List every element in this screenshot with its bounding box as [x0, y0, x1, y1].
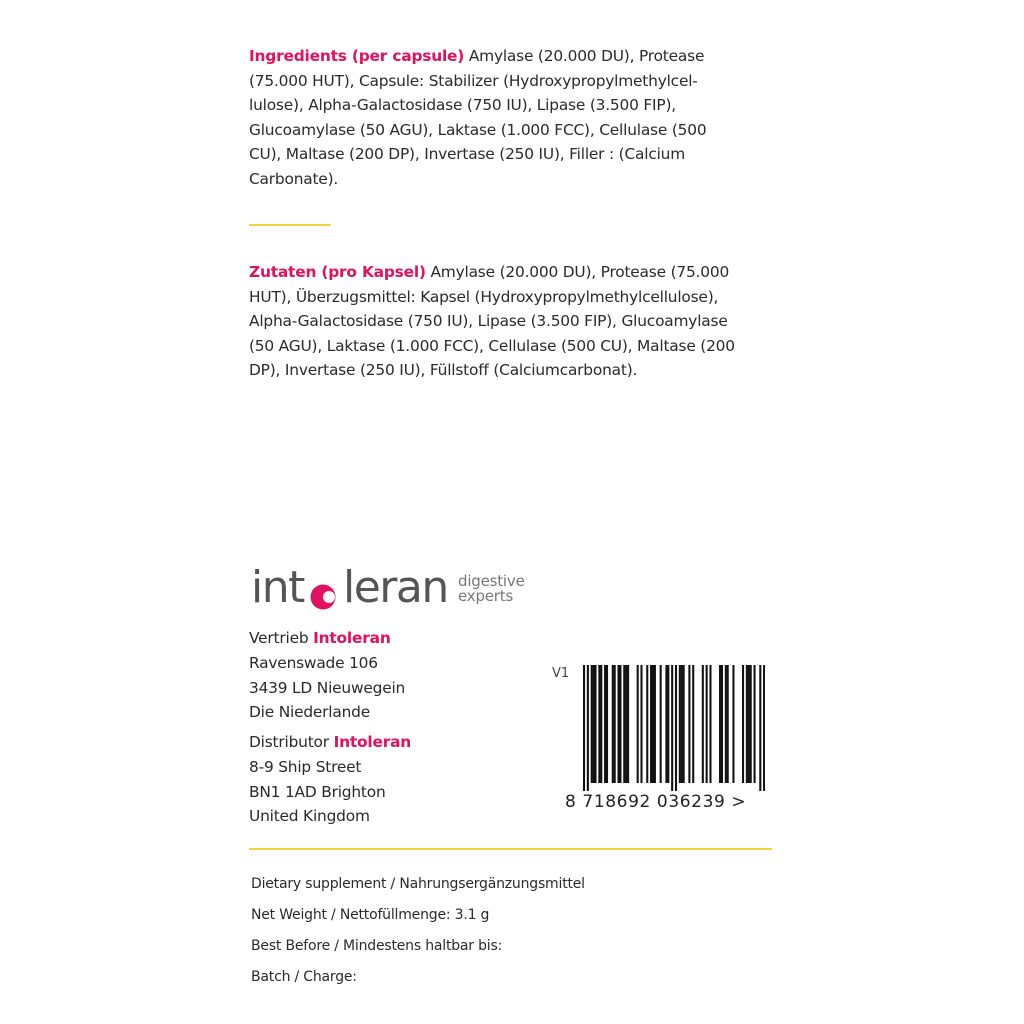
barcode-bar [763, 665, 765, 791]
barcode-bar [650, 665, 652, 783]
barcode-bar [742, 665, 744, 783]
barcode-bar [598, 665, 600, 783]
address-de-heading [249, 626, 405, 651]
logo-tagline [458, 574, 525, 604]
barcode-bar [692, 665, 694, 783]
ingredients-de-paragraph [249, 260, 779, 383]
address-en-label: Distributor [249, 733, 334, 751]
ingredients-en-line: lulose), Alpha-Galactosidase (750 IU), Lipase (3.500 FIP), [249, 96, 676, 114]
tagline-line-2: experts [458, 587, 514, 605]
barcode-bar [640, 665, 642, 783]
barcode-bar [623, 665, 625, 783]
barcode-bar [688, 665, 690, 783]
address-en-line: BN1 1AD Brighton [249, 782, 386, 801]
address-de-line: Ravenswade 106 [249, 653, 378, 672]
barcode-bar [594, 665, 596, 783]
barcode-bar [612, 665, 614, 783]
barcode-bar [750, 665, 752, 783]
barcode-bar [617, 665, 619, 783]
barcode-bar [681, 665, 683, 783]
ingredients-de-line: (50 AGU), Laktase (1.000 FCC), Cellulase (500 CU), Maltase (200 [249, 336, 735, 355]
barcode-bar [732, 665, 734, 783]
address-en [249, 730, 411, 829]
barcode-bar [593, 665, 595, 783]
barcode-bar [604, 665, 606, 783]
barcode-bar [702, 665, 704, 783]
logo-wordmark-end: leran [343, 562, 448, 613]
ingredients-en-line: Carbonate). [249, 169, 339, 188]
ingredients-en-paragraph [249, 44, 779, 191]
barcode-bar [719, 665, 721, 783]
barcode-bar [627, 665, 629, 783]
barcode-bar [660, 665, 662, 783]
barcode-bar [614, 665, 616, 783]
barcode-bar [665, 665, 667, 783]
barcode-bar [727, 665, 729, 783]
version-label: V1 [552, 666, 570, 681]
barcode-bar [587, 665, 589, 791]
barcode-bar [683, 665, 685, 783]
barcode-graphic [583, 665, 765, 791]
ingredients-de-line: Alpha-Galactosidase (750 IU), Lipase (3.500 FIP), Glucoamylase [249, 312, 728, 330]
address-en-line: 8-9 Ship Street [249, 757, 362, 776]
info-dietary-supplement: Dietary supplement / Nahrungsergänzungsmittel [251, 876, 585, 892]
barcode-bar [675, 665, 677, 791]
logo-dot-icon [309, 583, 337, 611]
address-de-line: Die Niederlande [249, 703, 371, 722]
ingredients-en-line: (75.000 HUT), Capsule: Stabilizer (Hydroxypropylmethylcel- [249, 71, 698, 90]
barcode-bar [748, 665, 750, 783]
barcode-bar [637, 665, 639, 783]
address-de-brand: Intoleran [313, 629, 391, 647]
info-best-before: Best Before / Mindestens haltbar bis: [251, 938, 503, 954]
ingredients-en-line: CU), Maltase (200 DP), Invertase (250 IU), Filler : (Calcium [249, 145, 686, 163]
barcode-bar [679, 665, 681, 783]
address-en-line: United Kingdom [249, 807, 370, 826]
barcode-bar [759, 665, 761, 791]
barcode-bar [646, 665, 648, 783]
barcode-bar [583, 665, 585, 791]
address-en-heading [249, 730, 411, 755]
barcode-bar [725, 665, 727, 783]
logo-wordmark-start: int [251, 562, 304, 613]
ingredients-de-heading: Zutaten (pro Kapsel) [249, 263, 426, 281]
address-de-line: 3439 LD Nieuwegein [249, 678, 406, 697]
barcode-bar [709, 665, 711, 783]
ingredients-de-line: HUT), Überzugsmittel: Kapsel (Hydroxypropylmethylcellulose), [249, 287, 719, 306]
info-net-weight: Net Weight / Nettofüllmenge: 3.1 g [251, 907, 490, 923]
ingredients-en-line: Glucoamylase (50 AGU), Laktase (1.000 FCC), Cellulase (500 [249, 120, 707, 139]
barcode-bar [754, 665, 756, 783]
barcode-bar [591, 665, 593, 783]
barcode-bar [606, 665, 608, 783]
ingredients-de-line: Amylase (20.000 DU), Protease (75.000 [425, 263, 730, 281]
address-de [249, 626, 405, 725]
divider-long [249, 848, 772, 850]
ingredients-en-line: Amylase (20.000 DU), Protease [464, 47, 705, 65]
barcode-bar [600, 665, 602, 783]
barcode-bar [667, 665, 669, 783]
barcode-bar [654, 665, 656, 783]
ingredients-de-line: DP), Invertase (250 IU), Füllstoff (Calciumcarbonat). [249, 361, 638, 379]
barcode-bar [625, 665, 627, 783]
divider-short [249, 224, 331, 226]
address-de-label: Vertrieb [249, 629, 314, 647]
barcode-bar [746, 665, 748, 783]
barcode-bar [721, 665, 723, 783]
barcode-bar [706, 665, 708, 783]
address-en-brand: Intoleran [333, 733, 412, 751]
barcode-bar [619, 665, 621, 783]
barcode-bar [652, 665, 654, 783]
info-batch: Batch / Charge: [251, 969, 357, 985]
tagline-line-1: digestive [458, 572, 525, 590]
barcode-number: 8 718692 036239 > [565, 792, 747, 812]
barcode-bar [671, 665, 673, 791]
ingredients-en-heading: Ingredients (per capsule) [249, 47, 465, 65]
